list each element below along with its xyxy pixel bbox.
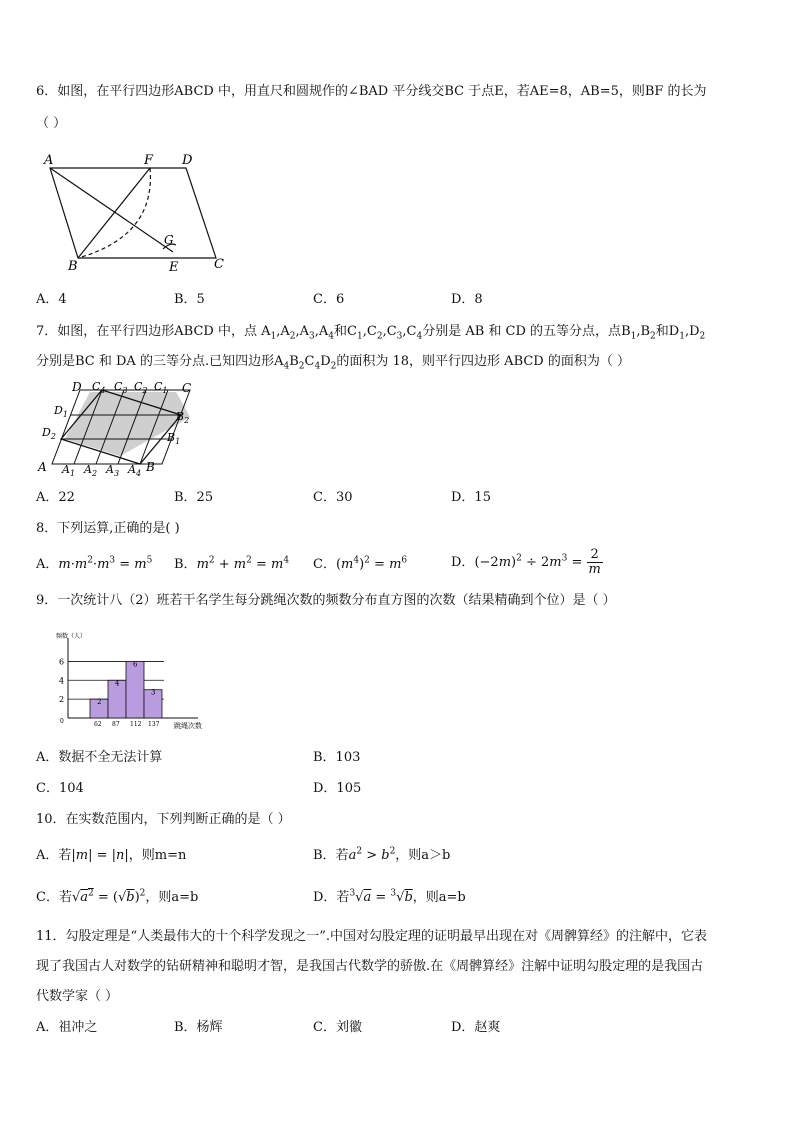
q6-option-a[interactable]: A．4	[36, 292, 67, 307]
origin-label: 0	[60, 718, 64, 725]
svg-text:A4: $A_4$	[128, 463, 142, 478]
bar-value-label-112: 6	[133, 660, 138, 669]
x-axis-label: 跳绳次数	[174, 722, 202, 730]
svg-text:B2: $B_2$	[176, 410, 190, 425]
q7-label-b: B	[146, 460, 155, 474]
q9-option-d[interactable]: D．105	[313, 781, 362, 796]
svg-text:C4: $C_4$	[92, 380, 106, 395]
svg-text:A3: $A_3$	[106, 463, 120, 478]
bar-value-label-62: 2	[97, 698, 102, 707]
q6-label-b: B	[68, 259, 78, 274]
q9-histogram	[50, 630, 230, 740]
svg-text:A2: $A_2$	[84, 463, 98, 478]
q6-label-d: D	[182, 153, 193, 168]
q6-label-g: G	[164, 233, 174, 247]
q7-label-c: C	[182, 381, 192, 395]
q6-figure	[36, 146, 246, 276]
q6-label-f: F	[144, 153, 154, 168]
y-axis-label: 频数（人）	[56, 633, 87, 640]
q10-option-a[interactable]: A．若|m| = |n|，则m=n	[36, 848, 187, 863]
q11-stem-line2: 现了我国古人对数学的钻研精神和聪明才智，是我国古代数学的骄傲.在《周髀算经》注解中证明勾股定理的是我国古	[36, 959, 704, 974]
x-tick-label-62: 62	[94, 721, 102, 728]
q11-option-b[interactable]: B．杨辉	[174, 1020, 223, 1035]
q11-option-c[interactable]: C．刘徽	[313, 1020, 362, 1035]
q6-option-b[interactable]: B．5	[174, 292, 205, 307]
q6-label-a: A	[44, 153, 54, 168]
q7-label-d: D	[72, 380, 82, 394]
q10-option-c[interactable]: C．若$√a^2 = (√b)^2$，则a=b	[36, 888, 199, 905]
q9-option-b[interactable]: B．103	[313, 750, 361, 765]
q8-option-c[interactable]: C．$(m^4)^2 = m^6$	[313, 555, 408, 572]
q10-stem: 10．在实数范围内，下列判断正确的是（ ）	[36, 812, 291, 827]
q6-segment-ae	[50, 168, 173, 252]
y-tick-label-2: 2	[59, 695, 65, 705]
svg-text:C3: $C_3$	[114, 380, 128, 395]
q7-points-a: $A_1,A_2,A_3,A_4$	[261, 324, 335, 342]
q7-option-a[interactable]: A．22	[36, 490, 75, 505]
bar-value-label-87: 4	[115, 679, 120, 688]
q6-parallelogram	[50, 168, 216, 258]
svg-text:B1: $B_1$	[167, 431, 181, 446]
x-tick-label-137: 137	[148, 721, 160, 728]
q6-option-d[interactable]: D．8	[451, 292, 483, 307]
svg-text:A1: $A_1$	[62, 463, 76, 478]
q6-label-c: C	[214, 257, 224, 272]
q6-segment-bf	[78, 168, 150, 258]
y-tick-label-4: 4	[59, 676, 65, 686]
q9-option-a[interactable]: A．数据不全无法计算	[36, 750, 163, 765]
q7-label-a: A	[38, 460, 47, 474]
q11-option-a[interactable]: A．祖冲之	[36, 1020, 98, 1035]
q11-stem-line1: 11．勾股定理是“人类最伟大的十个科学发现之一”.中国对勾股定理的证明最早出现在对《周髀算经》的注解中，它表	[36, 929, 707, 944]
q7-option-c[interactable]: C．30	[313, 490, 353, 505]
q6-paren: （ ）	[36, 116, 67, 131]
q8-option-d[interactable]: D．$(-2m)^2 \div 2m^3$ = $\frac{2}{m}$	[451, 547, 601, 577]
q9-stem: 9．一次统计八（2）班若干名学生每分跳绳次数的频数分布直方图的次数（结果精确到个位）是（ ）	[36, 593, 616, 608]
q7-points-b: $B_1,B_2$	[621, 324, 656, 342]
q6-stem: 6．如图，在平行四边形ABCD 中，用直尺和圆规作的∠BAD 平分线交BC 于点E，若AE=8，AB=5，则BF 的长为	[36, 84, 707, 99]
q7-option-d[interactable]: D．15	[451, 490, 491, 505]
q10-option-b[interactable]: B．若$a^2 > b^2$，则a＞b	[313, 846, 451, 863]
q7-figure	[36, 378, 206, 478]
q7-option-b[interactable]: B．25	[174, 490, 214, 505]
q8-stem: 8．下列运算,正确的是( )	[36, 521, 180, 536]
q8-option-a[interactable]: A．$m\cdot m^2\cdot m^3 = m^5$	[36, 555, 153, 572]
svg-text:C2: $C_2$	[134, 380, 148, 395]
q11-stem-line3: 代数学家（ ）	[36, 989, 119, 1004]
q6-option-c[interactable]: C．6	[313, 292, 345, 307]
y-tick-label-6: 6	[59, 657, 65, 667]
q10-option-d[interactable]: D．若$^3$√a = $^3$√b，则a=b	[313, 888, 466, 905]
bar-value-label-137: 3	[151, 688, 156, 697]
q11-option-d[interactable]: D．赵爽	[451, 1020, 501, 1035]
q8-option-b[interactable]: B．$m^2 + m^2 = m^4$	[174, 555, 290, 572]
q7-points-c: $C_1,C_2,C_3,C_4$	[347, 324, 423, 342]
q6-label-e: E	[169, 260, 179, 275]
x-tick-label-87: 87	[112, 721, 120, 728]
q7-points-d: $D_1,D_2$	[668, 324, 706, 342]
q9-option-c[interactable]: C．104	[36, 781, 84, 796]
bar-112	[126, 661, 144, 718]
svg-text:D2: $D_2$	[42, 426, 56, 441]
svg-text:D1: $D_1$	[54, 404, 68, 419]
svg-text:C1: $C_1$	[154, 380, 168, 395]
q7-stem-line2: 分别是BC 和 DA 的三等分点.已知四边形$A_4B_2C_4D_2$的面积为 18，则平行四边形 ABCD 的面积为（ ）	[36, 354, 630, 372]
q7-stem-line1: 7．如图，在平行四边形ABCD 中，点 $A_1,A_2,A_3,A_4$和$C_1,C_2,C_3,C_4$分别是 AB 和 CD 的五等分点，点$B_1,B_2$和$D_1,D_2$	[36, 324, 706, 342]
x-tick-label-112: 112	[130, 721, 142, 728]
q7-quad-name: $A_4B_2C_4D_2$	[274, 354, 337, 372]
